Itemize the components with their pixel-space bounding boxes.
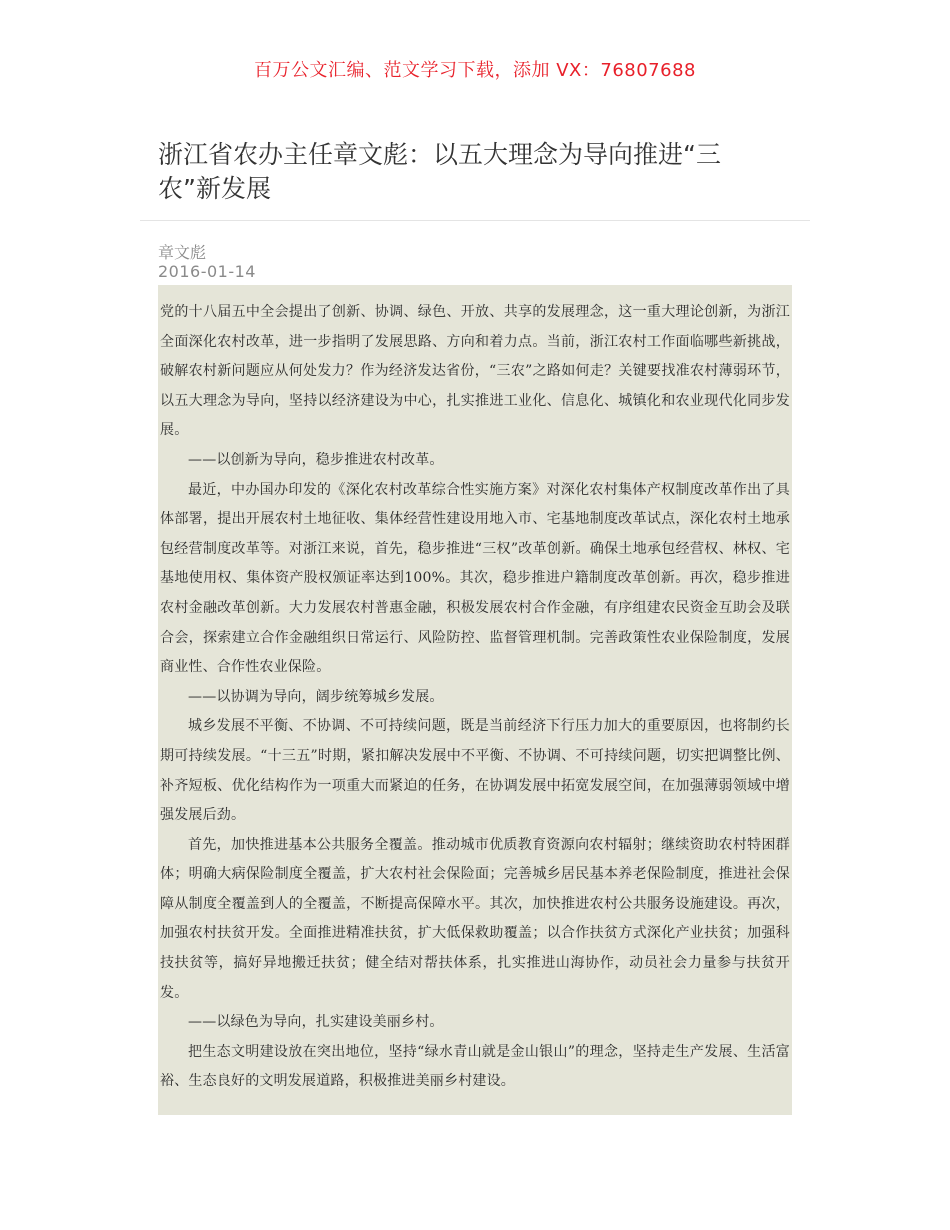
title-divider [140,220,810,221]
article-author: 章文彪 [158,243,207,262]
paragraph: 党的十八届五中全会提出了创新、协调、绿色、开放、共享的发展理念，这一重大理论创新，为浙江全面深化农村改革，进一步指明了发展思路、方向和着力点。当前，浙江农村工作面临哪些新挑战，破解农村新问题应从何处发力？作为经济发达省份，“三农”之路如何走？关键要找准农村薄弱环节，以五大理念为导向，坚持以经济建设为中心，扎实推进工业化、信息化、城镇化和农业现代化同步发展。 [160,304,790,439]
article-body [158,285,792,1115]
article-date: 2016-01-14 [158,262,256,281]
paragraph: 把生态文明建设放在突出地位，坚持“绿水青山就是金山银山”的理念，坚持走生产发展、生活富裕、生态良好的文明发展道路，积极推进美丽乡村建设。 [160,1043,790,1090]
paragraph: 最近，中办国办印发的《深化农村改革综合性实施方案》对深化农村集体产权制度改革作出了具体部署，提出开展农村土地征收、集体经营性建设用地入市、宅基地制度改革试点，深化农村土地承包经营制度改革等。对浙江来说，首先，稳步推进“三权”改革创新。确保土地承包经营权、林权、宅基地使用权、集体资产股权颁证率达到100%。其次，稳步推进户籍制度改革创新。再次，稳步推进农村金融改革创新。大力发展农村普惠金融，积极发展农村合作金融，有序组建农民资金互助会及联合会，探索建立合作金融组织日常运行、风险防控、监督管理机制。完善政策性农业保险制度，发展商业性、合作性农业保险。 [160,481,790,676]
paragraph: 首先，加快推进基本公共服务全覆盖。推动城市优质教育资源向农村辐射；继续资助农村特困群体；明确大病保险制度全覆盖，扩大农村社会保险面；完善城乡居民基本养老保险制度，推进社会保障从制度全覆盖到人的全覆盖，不断提高保障水平。其次，加快推进农村公共服务设施建设。再次，加强农村扶贫开发。全面推进精准扶贫，扩大低保救助覆盖；以合作扶贫方式深化产业扶贫；加强科技扶贫等，搞好异地搬迁扶贫；健全结对帮扶体系，扎实推进山海协作，动员社会力量参与扶贫开发。 [160,836,790,1001]
section-heading: ——以协调为导向，阔步统筹城乡发展。 [188,688,444,705]
promo-banner: 百万公文汇编、范文学习下载，添加 VX：76807688 [254,60,696,81]
section-heading: ——以绿色为导向，扎实建设美丽乡村。 [188,1014,444,1031]
paragraph: 城乡发展不平衡、不协调、不可持续问题，既是当前经济下行压力加大的重要原因，也将制约长期可持续发展。“十三五”时期，紧扣解决发展中不平衡、不协调、不可持续问题，切实把调整比例、补齐短板、优化结构作为一项重大而紧迫的任务，在协调发展中拓宽发展空间，在加强薄弱领域中增强发展后劲。 [160,718,790,824]
section-heading: ——以创新为导向，稳步推进农村改革。 [188,451,444,468]
article-title: 浙江省农办主任章文彪：以五大理念为导向推进“三农”新发展 [158,140,721,203]
